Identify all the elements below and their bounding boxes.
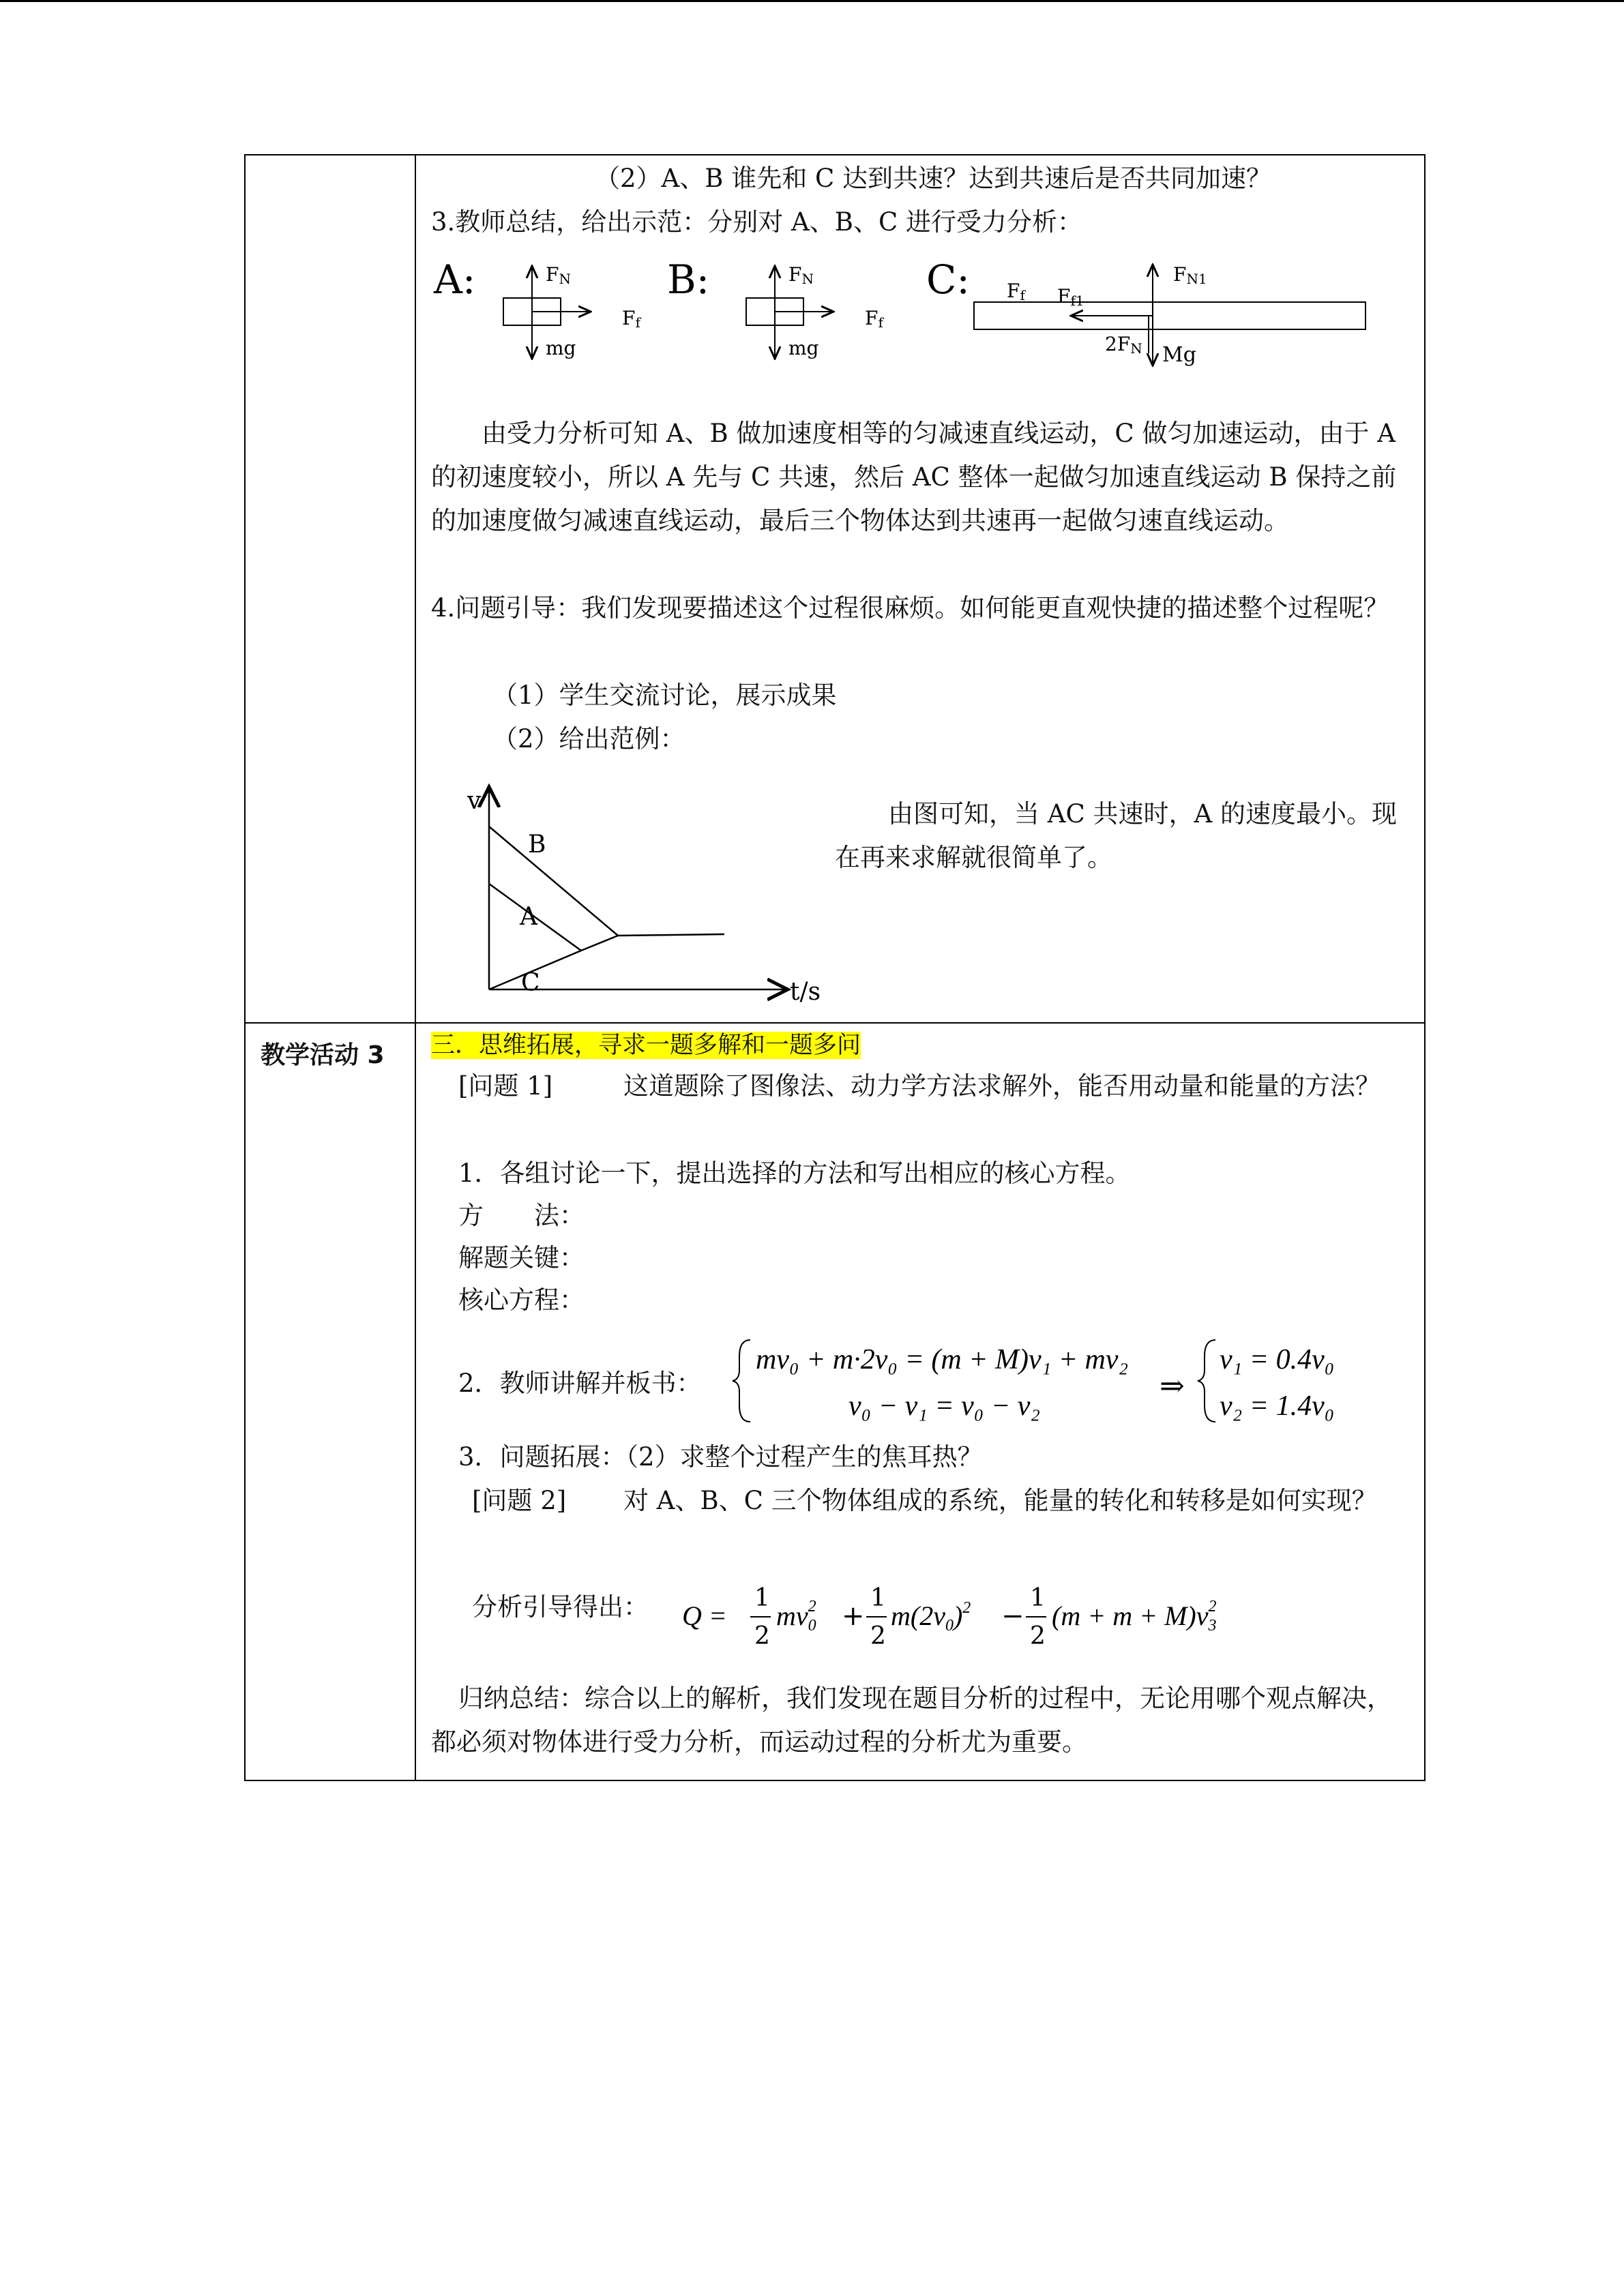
core-equation-label: 核心方程： [458, 1285, 585, 1315]
row-label-activity-3: 教学活动 3 [245, 1023, 415, 1780]
fbd-c-fn1: F [1173, 263, 1187, 286]
analysis-paragraph: 由受力分析可知 A、B 做加速度相等的匀减速直线运动，C 做匀加速运动，由于 A 的初速度较小，所以 A 先与 C 共速，然后 AC 整体一起做匀加速直线运动 B 保持之前的加速度做匀减速直线运动，最后三个物体达到共速再一起做匀速直线运动。 [431, 419, 1397, 535]
svg-text:Ff1: Ff1 [1057, 285, 1084, 309]
svg-text:FN1: FN1 [1173, 263, 1207, 287]
svg-text:1: 1 [1030, 1584, 1046, 1612]
free-body-diagrams [416, 251, 1426, 367]
graph-label-c: C [521, 969, 540, 997]
question-1-tag: [问题 1] [458, 1071, 553, 1101]
line-b [489, 826, 618, 936]
item-2-text: 2．教师讲解并板书： [458, 1369, 702, 1398]
svg-text:(m + m + M)v32: $(m + m + M)v_32$ [1052, 1598, 1217, 1635]
fbd-a-mg: mg [546, 337, 576, 359]
formula-term-1: mv [776, 1600, 808, 1631]
svg-text:1: 1 [870, 1584, 886, 1612]
table-row [245, 155, 1425, 1023]
svg-text:2FN: 2FN [1105, 333, 1142, 357]
question-2-text: 对 A、B、C 三个物体组成的系统，能量的转化和转移是如何实现？ [623, 1486, 1377, 1515]
step-4-1-text: （1）学生交流讨论，展示成果 [492, 681, 837, 710]
svg-text:−: − [1001, 1600, 1024, 1632]
svg-text:Ff: Ff [865, 307, 883, 331]
graph-label-b: B [528, 831, 546, 859]
formula-lhs: Q = [682, 1600, 727, 1631]
row-content-activity-3 [415, 1023, 1425, 1780]
fbd-c-2fn: 2F [1105, 333, 1131, 355]
fbd-b-title: B: [667, 256, 710, 303]
method-label: 方 法： [458, 1201, 585, 1230]
fbd-c-ff: F [1007, 280, 1020, 302]
svg-text:mv02: $mv_02$ [776, 1598, 816, 1635]
equation-system [730, 1333, 1419, 1429]
svg-text:2: 2 [754, 1622, 770, 1650]
result-v1: v₁ = 0.4v₀ [1220, 1344, 1335, 1375]
svg-text:FN: FN [788, 263, 814, 287]
equation-line-2: v₀ − v₁ = v₀ − v₂ [848, 1390, 1040, 1422]
table-row [245, 1023, 1425, 1780]
fbd-b-ff: F [865, 307, 879, 329]
line-ac [581, 936, 618, 951]
fbd-a-fn: F [546, 263, 559, 286]
item-3-text: 3．问题拓展：（2）求整个过程产生的焦耳热？ [458, 1442, 983, 1472]
row-content-process [415, 155, 1425, 1023]
step-4-2-text: （2）给出范例： [492, 724, 685, 754]
fbd-b-mg: mg [788, 337, 819, 359]
velocity-time-graph [443, 781, 825, 1006]
derive-label: 分析引导得出： [472, 1592, 649, 1622]
graph-x-label: t/s [790, 978, 821, 1006]
graph-y-label: v [467, 787, 482, 815]
formula-term-2: m(2v [891, 1600, 945, 1631]
fbd-a-ff: F [622, 307, 636, 329]
section-heading: 三．思维拓展，寻求一题多解和一题多问 [431, 1032, 861, 1059]
formula-term-3: (m + m + M)v [1052, 1600, 1209, 1631]
svg-text:1: 1 [754, 1584, 770, 1612]
lesson-plan-table [244, 154, 1426, 1781]
fbd-b-fn: F [788, 263, 802, 286]
equation-line-1: mv₀ + m·2v₀ = (m + M)v₁ + mv₂ [756, 1344, 1129, 1375]
graph-label-a: A [520, 903, 537, 931]
line-common [618, 934, 724, 936]
svg-text:Ff: Ff [1007, 280, 1025, 303]
fbd-c-Mg: Mg [1162, 343, 1196, 367]
page-top-border [0, 0, 1624, 2]
svg-text:2: 2 [870, 1622, 886, 1650]
fbd-a-title: A: [434, 256, 476, 303]
row-label-empty [245, 155, 415, 1023]
result-v2: v₂ = 1.4v₀ [1220, 1390, 1335, 1422]
fbd-c-title: C: [926, 256, 970, 303]
question-2-text: （2）A、B 谁先和 C 达到共速？达到共速后是否共同加速？ [595, 164, 1272, 193]
board-c [974, 302, 1365, 329]
summary-paragraph: 归纳总结：综合以上的解析，我们发现在题目分析的过程中，无论用哪个观点解决，都必须对物体进行受力分析，而运动过程的分析尤为重要。 [431, 1684, 1392, 1757]
implies-symbol: ⇒ [1160, 1369, 1185, 1403]
svg-text:2: 2 [1030, 1622, 1046, 1650]
item-1-text: 1．各组讨论一下，提出选择的方法和写出相应的核心方程。 [458, 1159, 1131, 1188]
svg-text:FN: FN [546, 263, 571, 287]
svg-text:+: + [842, 1600, 865, 1632]
key-label: 解题关键： [458, 1243, 585, 1272]
graph-note: 由图可知，当 AC 共速时，A 的速度最小。现在再来求解就很简单了。 [835, 799, 1398, 872]
question-2-tag: [问题 2] [472, 1486, 567, 1515]
step-3-text: 3.教师总结，给出示范：分别对 A、B、C 进行受力分析： [431, 207, 1083, 237]
step-4-text: 4.问题引导：我们发现要描述这个过程很麻烦。如何能更直观快捷的描述整个过程呢？ [431, 593, 1389, 623]
question-1-text: 这道题除了图像法、动力学方法求解外，能否用动量和能量的方法？ [623, 1071, 1381, 1101]
heat-formula [668, 1580, 1217, 1655]
fbd-c-ff1: F [1057, 285, 1071, 308]
svg-text:m(2v0)2: $m(2v_0)^2$ [891, 1599, 971, 1635]
svg-text:Ff: Ff [622, 307, 640, 331]
